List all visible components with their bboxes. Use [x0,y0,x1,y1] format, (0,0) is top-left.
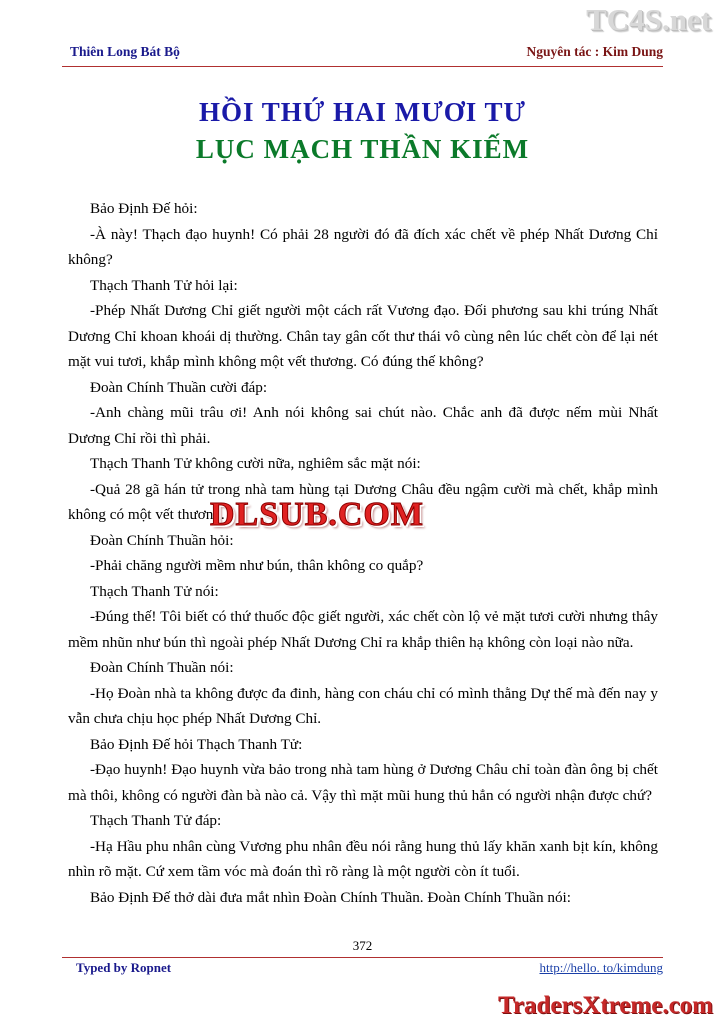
paragraph: Thạch Thanh Tử hỏi lại: [90,276,238,294]
footer-link[interactable]: http://hello. to/kimdung [539,960,663,975]
header-author: Nguyên tác : Kim Dung [526,44,663,59]
paragraph: Thạch Thanh Tử không cười nữa, nghiêm sắc mặt nói: [90,455,421,472]
watermark-top-right: TC4S.net [586,2,711,37]
paragraph: -Đạo huynh! Đạo huynh vừa bảo trong nhà tam hùng ở Dương Châu chỉ toàn đàn ông bị chết mà thôi, không có người đàn bà nào cả. Vậy thì mặt mũi hung thủ hẳn có người nhận được chứ? [68,761,658,804]
footer-divider [62,957,663,958]
paragraph: Bảo Định Đế hỏi: [90,200,198,217]
paragraph: Bảo Định Đế thở dài đưa mắt nhìn Đoàn Chính Thuần. Đoàn Chính Thuần nói: [90,888,571,906]
paragraph: -Họ Đoàn nhà ta không được đa đinh, hàng con cháu chỉ có mình thằng Dự thế mà đến nay y vẫn chưa chịu học phép Nhất Dương Chỉ. [68,684,658,727]
paragraph: Đoàn Chính Thuần hỏi: [90,531,234,549]
paragraph: Thạch Thanh Tử đáp: [90,812,222,829]
paragraph: Đoàn Chính Thuần cười đáp: [90,378,268,396]
watermark-bottom-right: TradersXtreme.com [498,992,713,1019]
page-number: 372 [352,938,373,953]
watermark-center: DLSUB.COM [210,496,424,533]
paragraph: -Phải chăng người mềm như bún, thân không co quắp? [90,557,424,574]
page-header [62,44,663,66]
paragraph: -Quả 28 gã hán tử trong nhà tam hùng tại Dương Châu đều ngậm cười mà chết, khắp mình không có một vết thương. [68,480,658,523]
page-footer [62,960,663,980]
paragraph: Bảo Định Đế hỏi Thạch Thanh Tử: [90,735,303,753]
header-book-title: Thiên Long Bát Bộ [70,44,180,59]
paragraph: -Đúng thế! Tôi biết có thứ thuốc độc giết người, xác chết còn lộ vẻ mặt tươi cười nhưng thây mềm nhũn như bún thì ngoài phép Nhất Dương Chỉ ra khắp thiên hạ không còn loại nào nữa. [68,608,658,651]
chapter-title-line1: HỒI THỨ HAI MƯƠI TƯ [198,97,527,127]
paragraph: Đoàn Chính Thuần nói: [90,659,234,676]
paragraph: -Phép Nhất Dương Chỉ giết người một cách rất Vương đạo. Đối phương sau khi trúng Nhất Dương Chỉ khoan khoái dị thường. Chân tay gân cốt thư thái vô cùng nên lúc chết còn để lại nét mặt vui tươi, khắp mình không một vết thương. Có đúng thế không? [68,302,658,370]
paragraph: -À này! Thạch đạo huynh! Có phải 28 người đó đã đích xác chết về phép Nhất Dương Chỉ không? [68,225,658,268]
chapter-title-line2: LỤC MẠCH THẦN KIẾM [195,134,530,165]
paragraph: -Anh chàng mũi trâu ơi! Anh nói không sai chút nào. Chắc anh đã được nếm mùi Nhất Dương Chỉ rồi thì phải. [68,404,658,447]
chapter-title [0,96,725,167]
body-text [68,196,658,910]
paragraph: -Hạ Hầu phu nhân cùng Vương phu nhân đều nói rằng hung thủ lấy khăn xanh bịt kín, không nhìn rõ mặt. Cứ xem tầm vóc mà đoán thì rõ ràng là một người còn ít tuổi. [68,837,658,880]
footer-typed-by: Typed by Ropnet [76,960,172,975]
header-divider [62,66,663,67]
paragraph: Thạch Thanh Tử nói: [90,582,219,600]
